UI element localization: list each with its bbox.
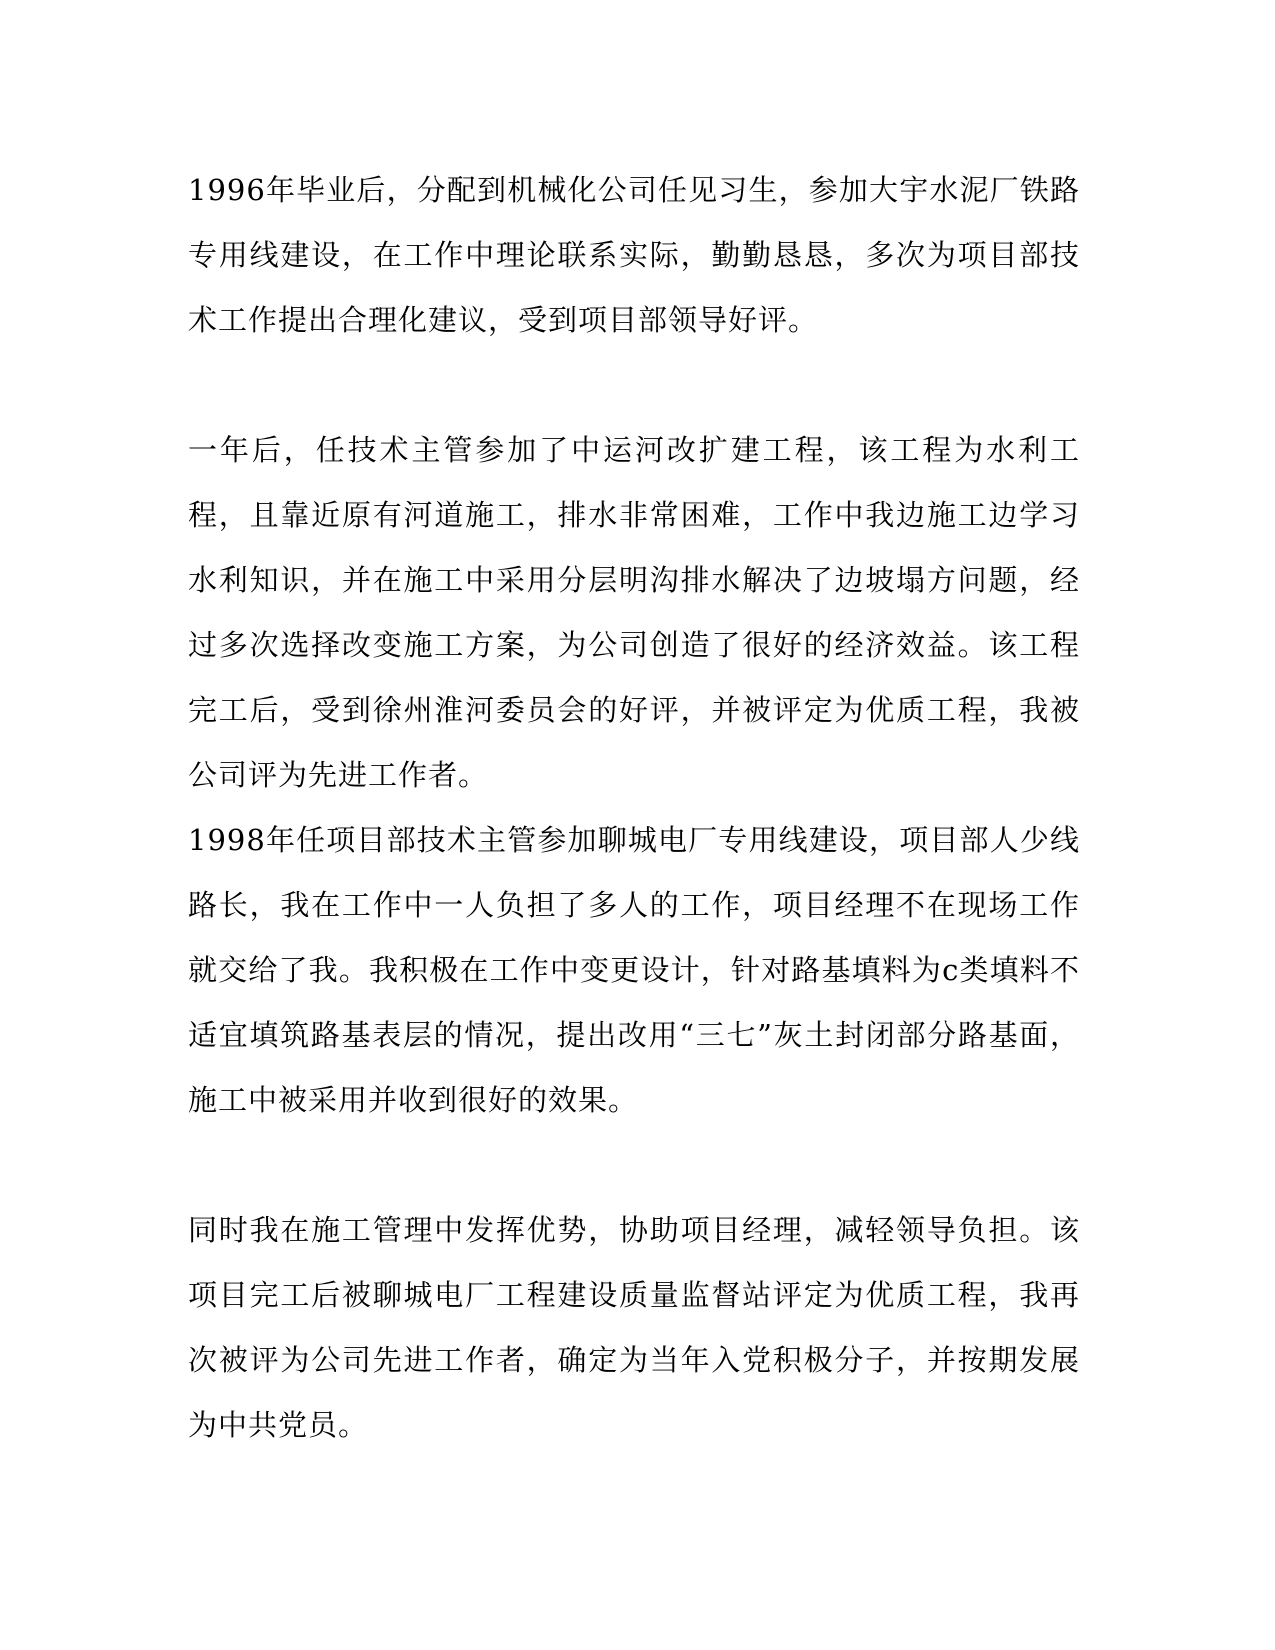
paragraph-management-award: 同时我在施工管理中发挥优势，协助项目经理，减轻领导负担。该项目完工后被聊城电厂工程建设质量监督站评定为优质工程，我再次被评为公司先进工作者，确定为当年入党积极分子，并按期发展为中共党员。 [188, 1213, 1080, 1442]
paragraph-graduation: 1996年毕业后，分配到机械化公司任见习生，参加大宇水泥厂铁路专用线建设，在工作中理论联系实际，勤勤恳恳，多次为项目部技术工作提出合理化建议，受到项目部领导好评。 [188, 173, 1080, 337]
paragraph-spacer [188, 1133, 1080, 1198]
paragraph-power-plant-line: 1998年任项目部技术主管参加聊城电厂专用线建设，项目部人少线路长，我在工作中一人负担了多人的工作，项目经理不在现场工作就交给了我。我积极在工作中变更设计，针对路基填料为c类填料不适宜填筑路基表层的情况，提出改用“三七”灰土封闭部分路基面，施工中被采用并收到很好的效果。 [188, 823, 1080, 1117]
paragraph-canal-project: 一年后，任技术主管参加了中运河改扩建工程，该工程为水利工程，且靠近原有河道施工，排水非常困难，工作中我边施工边学习水利知识，并在施工中采用分层明沟排水解决了边坡塌方问题，经过多次选择改变施工方案，为公司创造了很好的经济效益。该工程完工后，受到徐州淮河委员会的好评，并被评定为优质工程，我被公司评为先进工作者。 [188, 433, 1080, 792]
paragraph-spacer [188, 353, 1080, 418]
document-body [188, 158, 1080, 1458]
